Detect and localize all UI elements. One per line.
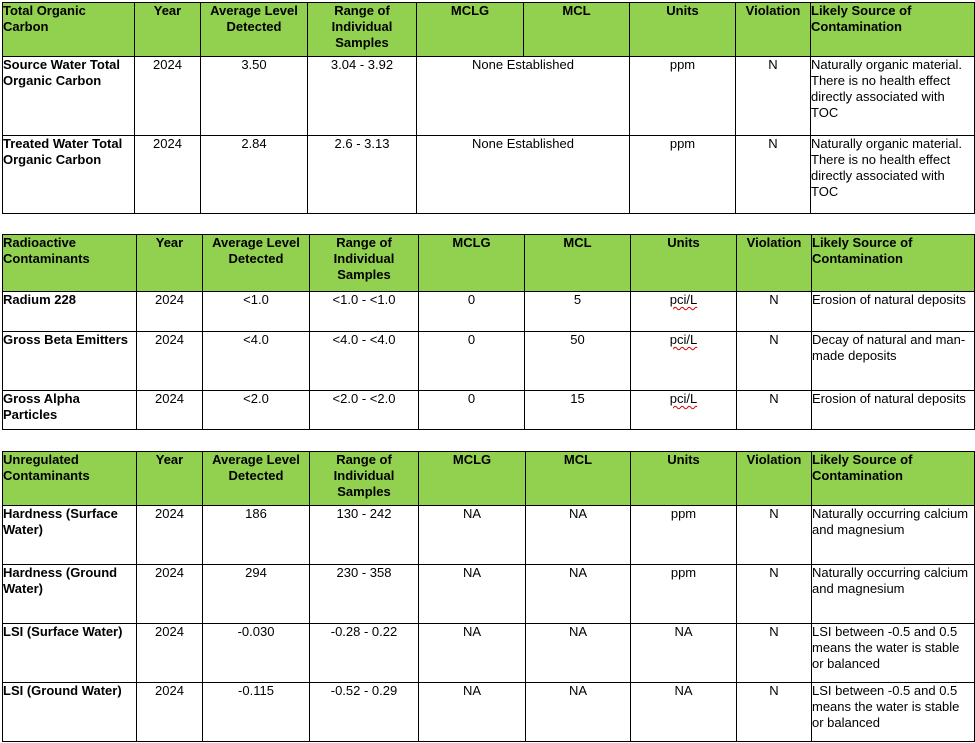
mcl-cell: NA bbox=[526, 565, 631, 624]
mclg-mcl-cell: None Established bbox=[417, 57, 630, 136]
mclg-cell: NA bbox=[419, 683, 526, 742]
average-cell: 186 bbox=[203, 506, 310, 565]
units-cell bbox=[631, 292, 737, 332]
contaminant-name: Gross Beta Emitters bbox=[3, 332, 137, 391]
header-mclg: MCLG bbox=[417, 3, 524, 57]
header-units: Units bbox=[630, 3, 736, 57]
violation-cell: N bbox=[737, 332, 812, 391]
range-cell: <1.0 - <1.0 bbox=[310, 292, 419, 332]
unregulated-header-row bbox=[3, 452, 975, 506]
units-cell: NA bbox=[631, 683, 737, 742]
contaminant-name: Hardness (Surface Water) bbox=[3, 506, 137, 565]
unregulated-table bbox=[2, 451, 975, 742]
range-cell: 130 - 242 bbox=[310, 506, 419, 565]
source-cell: Erosion of natural deposits bbox=[812, 292, 975, 332]
average-cell: <1.0 bbox=[203, 292, 310, 332]
units-cell: NA bbox=[631, 624, 737, 683]
violation-cell: N bbox=[737, 683, 812, 742]
table-row bbox=[3, 624, 975, 683]
units-text: pci/L bbox=[669, 292, 698, 307]
header-range: Range of Individual Samples bbox=[308, 3, 417, 57]
mclg-cell: 0 bbox=[419, 332, 525, 391]
violation-cell: N bbox=[737, 391, 812, 430]
mcl-cell: 5 bbox=[525, 292, 631, 332]
year-cell: 2024 bbox=[137, 292, 203, 332]
header-source: Likely Source of Contamination bbox=[811, 3, 975, 57]
table-row bbox=[3, 292, 975, 332]
radioactive-header-row bbox=[3, 235, 975, 292]
mcl-cell: 50 bbox=[525, 332, 631, 391]
contaminant-name: Radium 228 bbox=[3, 292, 137, 332]
range-cell: -0.28 - 0.22 bbox=[310, 624, 419, 683]
violation-cell: N bbox=[737, 565, 812, 624]
header-violation: Violation bbox=[736, 3, 811, 57]
year-cell: 2024 bbox=[137, 506, 203, 565]
source-cell: Naturally occurring calcium and magnesium bbox=[812, 506, 975, 565]
violation-cell: N bbox=[737, 292, 812, 332]
header-year: Year bbox=[135, 3, 201, 57]
average-cell: <2.0 bbox=[203, 391, 310, 430]
year-cell: 2024 bbox=[137, 332, 203, 391]
contaminant-name: LSI (Surface Water) bbox=[3, 624, 137, 683]
header-year: Year bbox=[137, 452, 203, 506]
toc-header-row bbox=[3, 3, 975, 57]
header-mclg: MCLG bbox=[419, 452, 526, 506]
violation-cell: N bbox=[736, 57, 811, 136]
range-cell: <4.0 - <4.0 bbox=[310, 332, 419, 391]
header-source: Likely Source of Contamination bbox=[812, 452, 975, 506]
header-year: Year bbox=[137, 235, 203, 292]
average-cell: 3.50 bbox=[201, 57, 308, 136]
range-cell: -0.52 - 0.29 bbox=[310, 683, 419, 742]
mclg-cell: NA bbox=[419, 506, 526, 565]
table-row bbox=[3, 136, 975, 214]
units-text: pci/L bbox=[669, 332, 698, 347]
header-mcl: MCL bbox=[525, 235, 631, 292]
average-cell: -0.115 bbox=[203, 683, 310, 742]
mclg-cell: NA bbox=[419, 565, 526, 624]
contaminant-name: LSI (Ground Water) bbox=[3, 683, 137, 742]
mcl-cell: NA bbox=[526, 506, 631, 565]
average-cell: 294 bbox=[203, 565, 310, 624]
header-units: Units bbox=[631, 452, 737, 506]
table-row bbox=[3, 683, 975, 742]
header-average: Average Level Detected bbox=[203, 235, 310, 292]
year-cell: 2024 bbox=[137, 624, 203, 683]
year-cell: 2024 bbox=[137, 565, 203, 624]
source-cell: Naturally occurring calcium and magnesium bbox=[812, 565, 975, 624]
contaminant-name: Hardness (Ground Water) bbox=[3, 565, 137, 624]
units-cell bbox=[631, 332, 737, 391]
violation-cell: N bbox=[737, 624, 812, 683]
violation-cell: N bbox=[737, 506, 812, 565]
toc-table bbox=[2, 2, 975, 214]
table-row bbox=[3, 57, 975, 136]
contaminant-name: Source Water Total Organic Carbon bbox=[3, 57, 135, 136]
year-cell: 2024 bbox=[137, 683, 203, 742]
source-cell: LSI between -0.5 and 0.5 means the water is stable or balanced bbox=[812, 683, 975, 742]
units-text: pci/L bbox=[669, 391, 698, 406]
units-cell: ppm bbox=[631, 565, 737, 624]
header-contaminant: Total Organic Carbon bbox=[3, 3, 135, 57]
mclg-cell: 0 bbox=[419, 292, 525, 332]
units-cell: ppm bbox=[631, 506, 737, 565]
year-cell: 2024 bbox=[135, 136, 201, 214]
units-cell: ppm bbox=[630, 136, 736, 214]
header-violation: Violation bbox=[737, 235, 812, 292]
average-cell: <4.0 bbox=[203, 332, 310, 391]
mclg-cell: 0 bbox=[419, 391, 525, 430]
mcl-cell: 15 bbox=[525, 391, 631, 430]
header-mclg: MCLG bbox=[419, 235, 525, 292]
source-cell: LSI between -0.5 and 0.5 means the water is stable or balanced bbox=[812, 624, 975, 683]
header-source: Likely Source of Contamination bbox=[812, 235, 975, 292]
units-cell: ppm bbox=[630, 57, 736, 136]
radioactive-table bbox=[2, 234, 975, 430]
source-cell: Decay of natural and man-made deposits bbox=[812, 332, 975, 391]
header-average: Average Level Detected bbox=[203, 452, 310, 506]
year-cell: 2024 bbox=[135, 57, 201, 136]
mcl-cell: NA bbox=[526, 624, 631, 683]
year-cell: 2024 bbox=[137, 391, 203, 430]
table-row bbox=[3, 506, 975, 565]
table-row bbox=[3, 565, 975, 624]
range-cell: 3.04 - 3.92 bbox=[308, 57, 417, 136]
contaminant-name: Treated Water Total Organic Carbon bbox=[3, 136, 135, 214]
source-cell: Naturally organic material. There is no health effect directly associated with TOC bbox=[811, 57, 975, 136]
header-range: Range of Individual Samples bbox=[310, 235, 419, 292]
header-average: Average Level Detected bbox=[201, 3, 308, 57]
mclg-cell: NA bbox=[419, 624, 526, 683]
average-cell: -0.030 bbox=[203, 624, 310, 683]
header-mcl: MCL bbox=[524, 3, 630, 57]
units-cell bbox=[631, 391, 737, 430]
header-contaminant: Unregulated Contaminants bbox=[3, 452, 137, 506]
header-contaminant: Radioactive Contaminants bbox=[3, 235, 137, 292]
header-mcl: MCL bbox=[526, 452, 631, 506]
contaminant-name: Gross Alpha Particles bbox=[3, 391, 137, 430]
average-cell: 2.84 bbox=[201, 136, 308, 214]
range-cell: <2.0 - <2.0 bbox=[310, 391, 419, 430]
range-cell: 2.6 - 3.13 bbox=[308, 136, 417, 214]
table-row bbox=[3, 332, 975, 391]
header-violation: Violation bbox=[737, 452, 812, 506]
violation-cell: N bbox=[736, 136, 811, 214]
header-units: Units bbox=[631, 235, 737, 292]
source-cell: Naturally organic material. There is no health effect directly associated with TOC bbox=[811, 136, 975, 214]
header-range: Range of Individual Samples bbox=[310, 452, 419, 506]
source-cell: Erosion of natural deposits bbox=[812, 391, 975, 430]
mcl-cell: NA bbox=[526, 683, 631, 742]
range-cell: 230 - 358 bbox=[310, 565, 419, 624]
mclg-mcl-cell: None Established bbox=[417, 136, 630, 214]
table-row bbox=[3, 391, 975, 430]
